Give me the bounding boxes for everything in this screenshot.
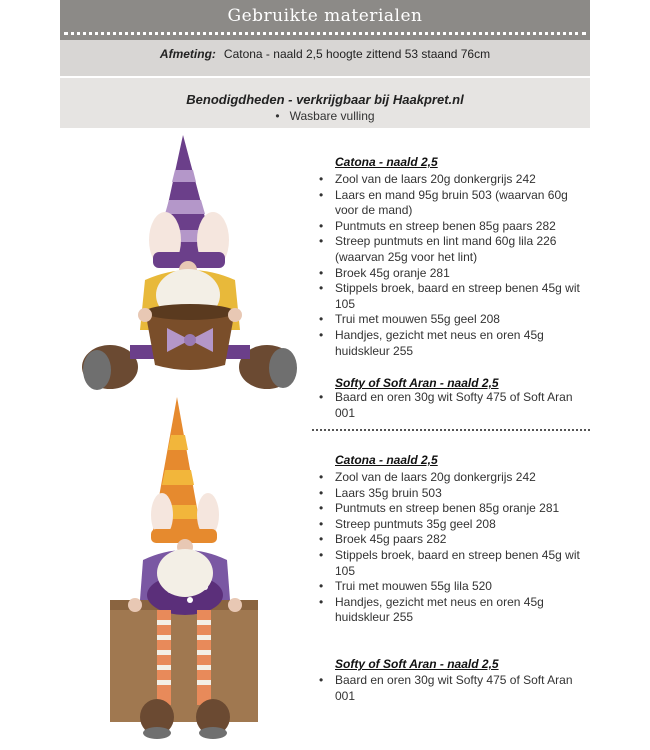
list-item: • Handjes, gezicht met neus en oren 45g huidskleur 255 — [318, 328, 593, 359]
list-item: • Zool van de laars 20g donkergrijs 242 — [318, 470, 593, 486]
bullet: • — [275, 109, 280, 123]
catona-list-2 — [318, 470, 593, 626]
section-title: Gebruikte materialen — [227, 6, 423, 26]
list-item: • Trui met mouwen 55g geel 208 — [318, 312, 593, 328]
dotted-separator — [312, 429, 590, 431]
benodigdheden-item — [60, 109, 590, 123]
right-leg — [225, 345, 250, 359]
catona-title-2: Catona - naald 2,5 — [335, 453, 438, 467]
list-item: • Laars 35g bruin 503 — [318, 486, 593, 502]
softy-list-2 — [318, 673, 593, 704]
list-item: • Streep puntmuts en lint mand 60g lila 226 (waarvan 25g voor het lint) — [318, 234, 593, 265]
list-item: • Puntmuts en streep benen 85g paars 282 — [318, 219, 593, 235]
list-item: • Broek 45g paars 282 — [318, 532, 593, 548]
left-leg — [130, 345, 155, 359]
right-hand — [228, 598, 242, 612]
list-item: • Baard en oren 30g wit Softy 475 of Soft Aran 001 — [318, 673, 593, 704]
softy-title-1: Softy of Soft Aran - naald 2,5 — [335, 376, 499, 390]
left-hand — [138, 308, 152, 322]
left-boot-sole — [83, 350, 111, 390]
catona-title-1: Catona - naald 2,5 — [335, 155, 438, 169]
afmeting-text: Catona - naald 2,5 hoogte zittend 53 staand 76cm — [223, 47, 491, 61]
section-header — [60, 0, 590, 40]
softy-list-1 — [318, 390, 593, 421]
softy-title-2: Softy of Soft Aran - naald 2,5 — [335, 657, 499, 671]
benodigdheden-bar — [60, 78, 590, 128]
list-item: • Laars en mand 95g bruin 503 (waarvan 60g voor de mand) — [318, 188, 593, 219]
list-item: • Stippels broek, baard en streep benen 45g wit 105 — [318, 548, 593, 579]
gnome-orange-photo — [105, 395, 265, 745]
list-item: • Broek 45g oranje 281 — [318, 266, 593, 282]
wooden-box — [110, 600, 258, 722]
list-item: • Stippels broek, baard en streep benen 45g wit 105 — [318, 281, 593, 312]
afmeting-bar — [60, 40, 590, 76]
list-item: • Handjes, gezicht met neus en oren 45g huidskleur 255 — [318, 595, 593, 626]
right-boot-sole — [269, 348, 297, 388]
benodigdheden-title: Benodigdheden - verkrijgbaar bij Haakpret.nl — [186, 92, 464, 107]
gnome-purple-photo — [75, 130, 305, 400]
dotted-divider — [64, 32, 586, 35]
list-item: • Puntmuts en streep benen 85g oranje 281 — [318, 501, 593, 517]
list-item: • Zool van de laars 20g donkergrijs 242 — [318, 172, 593, 188]
list-item: • Streep puntmuts 35g geel 208 — [318, 517, 593, 533]
left-hand — [128, 598, 142, 612]
benodigdheden-item-text: Wasbare vulling — [289, 109, 375, 123]
list-item: • Trui met mouwen 55g lila 520 — [318, 579, 593, 595]
list-item: • Baard en oren 30g wit Softy 475 of Soft Aran 001 — [318, 390, 593, 421]
right-hand — [228, 308, 242, 322]
afmeting-label: Afmeting: — [159, 47, 216, 61]
catona-list-1 — [318, 172, 593, 359]
beard — [157, 549, 213, 597]
